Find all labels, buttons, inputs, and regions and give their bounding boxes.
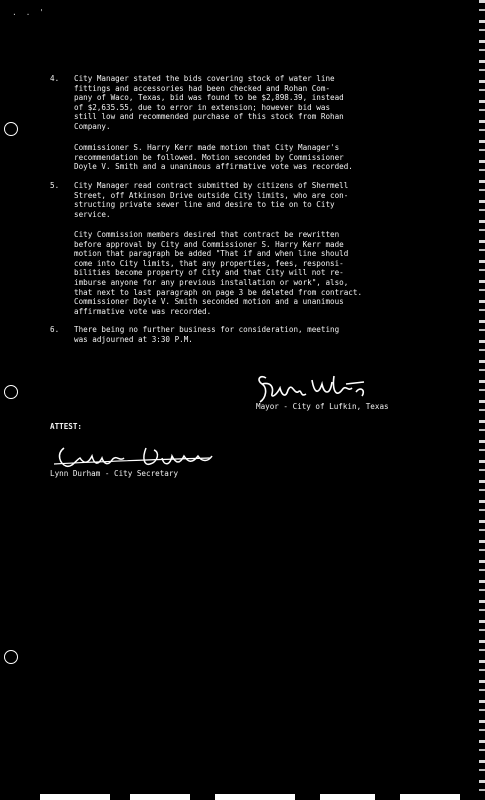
secretary-caption: Lynn Durham - City Secretary	[50, 469, 179, 478]
punch-hole	[4, 385, 18, 399]
attest-label: ATTEST:	[50, 422, 83, 431]
scan-edge	[479, 0, 485, 800]
mayor-caption: Mayor - City of Lufkin, Texas	[256, 402, 389, 411]
item-number: 5.	[50, 181, 60, 190]
item-text: City Manager read contract submitted by citizens of Shermell Street, off Atkinson Drive outside City limits, who are con- structing private sewer line and desire to tie on to City service.	[74, 181, 349, 219]
agenda-item-4	[50, 74, 430, 132]
punch-hole	[4, 122, 18, 136]
scan-edge-bottom	[0, 790, 485, 800]
item-number: 4.	[50, 74, 60, 83]
agenda-item-5	[50, 181, 430, 219]
scan-marks: . . '	[12, 8, 47, 17]
motion-item-4: Commissioner S. Harry Kerr made motion that City Manager's recommendation be followed. Motion seconded by Commissioner Doyle V. Smith and a unanimous affirmative vote was recorded.	[74, 143, 353, 172]
item-number: 6.	[50, 325, 60, 334]
punch-hole	[4, 650, 18, 664]
item-text: There being no further business for consideration, meeting was adjourned at 3:30 P.M.	[74, 325, 340, 344]
agenda-item-6	[50, 325, 430, 344]
mayor-signature	[252, 372, 432, 406]
motion-item-5: City Commission members desired that contract be rewritten before approval by City and Commissioner S. Harry Kerr made motion that paragraph be added "That if and when line should come into City limits, that any properties, fees, responsi- bilities become property of City and that City will not re- imburse anyone for any previous installation or work", also, that next to last paragraph on page 3 be deleted from contract. Commissioner Doyle V. Smith seconded motion and a unanimous affirmative vote was recorded.	[74, 230, 363, 316]
item-text: City Manager stated the bids covering stock of water line fittings and accessories had been checked and Rohan Com- pany of Waco, Texas, bid was found to be $2,898.39, instead of $2,635.55, due to error in extension; however bid was still low and recommended purchase of this stock from Rohan Company.	[74, 74, 344, 131]
